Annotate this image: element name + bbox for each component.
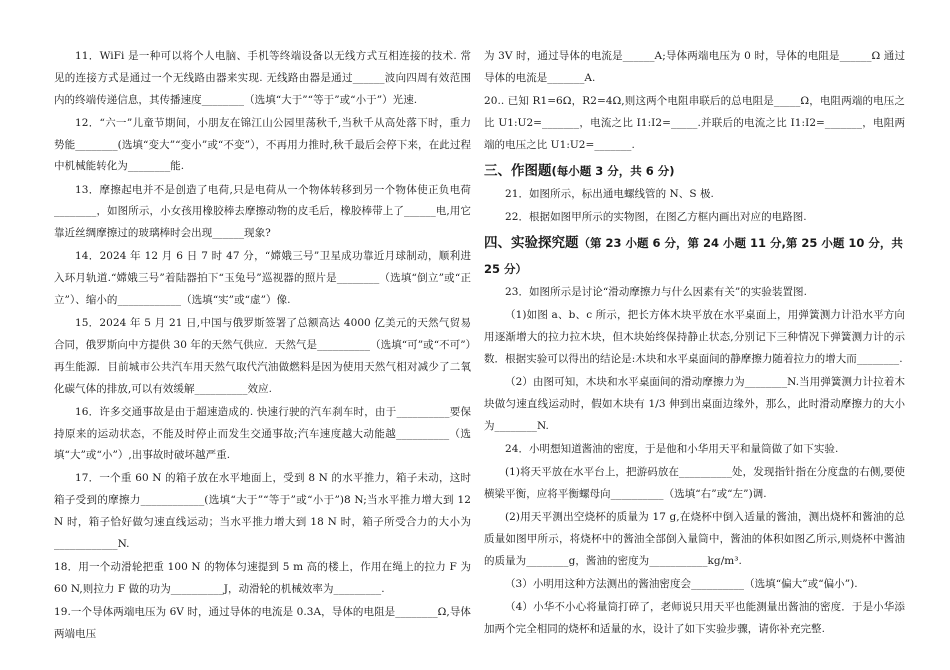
question-12: 12．“六一”儿童节期间，小朋友在锦江山公园里荡秋千,当秋千从高处落下时，重力势能________(选填“变大”“变小”或“不变”），不再用力推时,秋千最后会停下来，在此过程中机械能转化为________能. <box>54 116 471 173</box>
left-column <box>54 46 471 647</box>
question-24-part-2: (2)用天平测出空烧杯的质量为 17 g,在烧杯中倒入适量的酱油，测出烧杯和酱油的总质量如图甲所示，将烧杯中的酱油全部倒入量筒中，酱油的体积如图乙所示,则烧杯中酱油的质量为________g，酱油的密度为___________kg/m³. <box>484 511 905 567</box>
question-22: 22．根据如图甲所示的实物图，在图乙方框内画出对应的电路图. <box>505 210 807 223</box>
section-3-heading <box>484 158 905 184</box>
right-column <box>484 46 905 642</box>
question-24-part-1: (1)将天平放在水平台上，把游码放在__________处，发现指针指在分度盘的右侧,要使横梁平衡，应将平衡螺母向__________（选填“右”或“左”)调. <box>484 466 905 500</box>
question-14: 14．2024 年 12 月 6 日 7 时 47 分，“嫦娥三号”卫星成功靠近月球制动，顺利进入环月轨道.“嫦娥三号”着陆器拍下“玉兔号”巡视器的照片是________（选填“倒立”或“正立”）、缩小的____________（选填“实”或“虚”）像. <box>54 250 471 306</box>
question-20: 20.. 已知 R1=6Ω，R2=4Ω,则这两个电阻串联后的总电阻是_____Ω，电阻两端的电压之比 U1:U2=_______，电流之比 I1:I2=_____.并联后的电流之比 I1:I2=_______，电阻两端的电压之比 U1:U2=_______. <box>484 94 905 151</box>
question-24: 24．小明想知道酱油的密度，于是他和小华用天平和量筒做了如下实验. <box>505 442 839 455</box>
question-17: 17．一个重 60 N 的箱子放在水平地面上，受到 8 N 的水平推力，箱子未动，这时箱子受到的摩擦力____________(选填“大于”“等于”或“小于”)8 N;当水平推力增大到 12 N 时，箱子恰好做匀速直线运动；当水平推力增大到 18 N 时，箱子所受合力的大小为____________N. <box>54 472 471 550</box>
question-21: 21．如图所示，标出通电螺线管的 N、S 极. <box>505 187 714 200</box>
section-3-title: 三、作图题 <box>484 162 552 179</box>
question-24-part-4: （4）小华不小心将量筒打碎了，老师说只用天平也能测量出酱油的密度．于是小华添加两个完全相同的烧杯和适量的水，设计了如下实验步骤，请你补充完整. <box>484 601 905 635</box>
question-24-part-3: （3）小明用这种方法测出的酱油密度会__________（选填“偏大”或“偏小”). <box>505 577 858 590</box>
question-23: 23．如图所示是讨论“滑动摩擦力与什么因素有关”的实验装置图. <box>505 286 807 299</box>
section-3-score-note: (每小题 3 分，共 6 分) <box>551 163 675 178</box>
question-23-part-1: （1)如图 a、b、c 所示，把长方体木块平放在水平桌面上，用弹簧测力计沿水平方向用逐渐增大的拉力拉木块，但木块始终保持静止状态,分别记下三种情况下弹簧测力计的示数．根据实验可以得出的结论是:木块和水平桌面间的静摩擦力随着拉力的增大而________. <box>484 309 905 365</box>
question-13: 13．摩擦起电并不是创造了电荷,只是电荷从一个物体转移到另一个物体使正负电荷________，如图所示，小女孩用橡胶棒去摩擦动物的皮毛后，橡胶棒带上了______电,用它靠近丝绸摩擦过的玻璃棒时会出现______现象? <box>54 183 471 240</box>
section-4-title: 四、实验探究题 <box>484 235 579 252</box>
question-19: 19.一个导体两端电压为 6V 时，通过导体的电流是 0.3A，导体的电阻是________Ω,导体两端电压 <box>54 606 471 640</box>
question-19-continued: 为 3V 时，通过导体的电流是______A;导体两端电压为 0 时，导体的电阻是______Ω 通过导体的电流是_______A. <box>484 50 905 84</box>
question-11: 11．WiFi 是一种可以将个人电脑、手机等终端设备以无线方式互相连接的技术. 常见的连接方式是通过一个无线路由器来实现. 无线路由器是通过______波向四周有效范围内的终端传递信息，其传播速度________（选填“大于”“等于”或“小于”）光速. <box>54 50 471 106</box>
question-16: 16．许多交通事故是由于超速造成的. 快速行驶的汽车刹车时，由于__________要保持原来的运动状态，不能及时停止而发生交通事故;汽车速度越大动能越__________（选填“大”或“小”）,出事故时破坏越严重. <box>54 405 471 462</box>
section-4-score-note: （第 23 小题 6 分，第 24 小题 11 分,第 25 小题 10 分，共 25 分） <box>484 236 903 277</box>
question-15: 15．2024 年 5 月 21 日,中国与俄罗斯签署了总额高达 4000 亿美元的天然气贸易合同，俄罗斯向中方提供 30 年的天然气供应．天然气是__________（选填“可”或“不可”）再生能源．目前城市公共汽车用天然气取代汽油做燃料是因为使用天然气相对减少了二氧化碳气体的排放,可以有效缓解__________效应. <box>54 317 471 395</box>
question-18: 18．用一个动滑轮把重 100 N 的物体匀速提到 5 m 高的楼上，作用在绳上的拉力 F 为 60 N,则拉力 F 做的功为__________J，动滑轮的机械效率为_________. <box>54 561 471 595</box>
section-4-heading <box>484 230 905 282</box>
question-23-part-2: （2）由图可知，木块和水平桌面间的滑动摩擦力为________N.当用弹簧测力计拉着木块做匀速直线运动时，假如木块有 1/3 伸到出桌面边缘外，那么，此时滑动摩擦力的大小为________N. <box>484 376 905 432</box>
